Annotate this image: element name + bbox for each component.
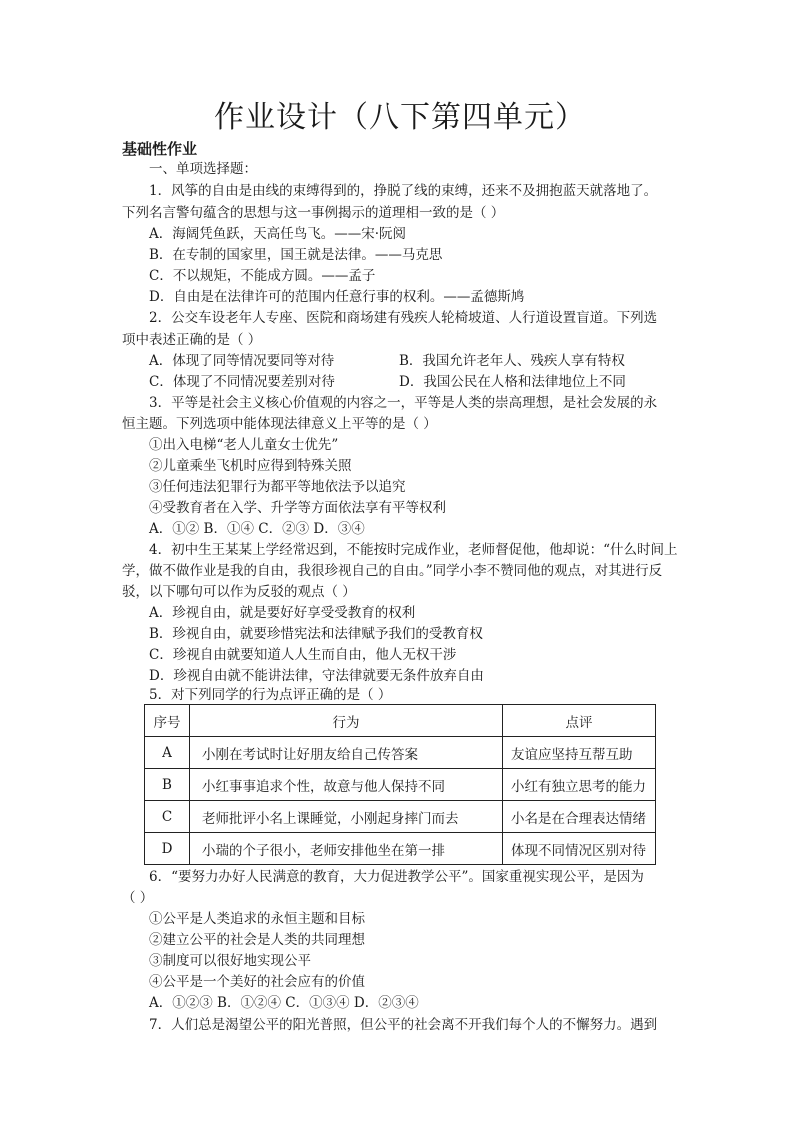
table-cell: 老师批评小名上课睡觉，小刚起身摔门而去 [190, 801, 503, 833]
q6-stem-line2: （ ） [122, 890, 154, 906]
table-row [145, 833, 656, 865]
q1-option-d: D．自由是在法律许可的范围内任意行事的权利。——孟德斯鸠 [149, 289, 525, 305]
table-row [145, 737, 656, 769]
table-cell: B [145, 769, 190, 801]
q6-item-4: ④公平是一个美好的社会应有的价值 [149, 974, 365, 990]
q2-option-d: D．我国公民在人格和法律地位上不同 [399, 374, 626, 390]
q3-item-3: ③任何违法犯罪行为都平等地依法予以追究 [149, 479, 406, 495]
q1-stem-line2: 下列名言警句蕴含的思想与这一事例揭示的道理相一致的是（ ） [122, 205, 505, 221]
q4-option-d: D．珍视自由就不能讲法律，守法律就要无条件放弃自由 [149, 668, 484, 684]
table-header-row [145, 705, 656, 737]
q3-item-1: ①出入电梯“老人儿童女士优先” [149, 437, 339, 453]
q3-stem-line2: 恒主题。下列选项中能体现法律意义上平等的是（ ） [122, 416, 437, 432]
q2-stem-line1: 2．公交车设老年人专座、医院和商场建有残疾人轮椅坡道、人行道设置盲道。下列选 [149, 310, 658, 326]
table-cell: 小红有独立思考的能力 [503, 769, 656, 801]
q1-option-a: A．海阔凭鱼跃，天高任鸟飞。——宋·阮阅 [149, 226, 407, 242]
q4-stem-line1: 4．初中生王某某上学经常迟到，不能按时完成作业，老师督促他，他却说：“什么时间上 [149, 542, 678, 558]
table-cell: A [145, 737, 190, 769]
q2-option-c: C．体现了不同情况要差别对待 [149, 374, 335, 390]
table-cell: 体现不同情况区别对待 [503, 833, 656, 865]
table-row [145, 801, 656, 833]
q6-item-2: ②建立公平的社会是人类的共同理想 [149, 932, 365, 948]
q2-stem-line2: 项中表述正确的是（ ） [122, 332, 262, 348]
q5-stem: 5．对下列同学的行为点评正确的是（ ） [149, 687, 392, 703]
q6-item-1: ①公平是人类追求的永恒主题和目标 [149, 911, 365, 927]
q6-item-3: ③制度可以很好地实现公平 [149, 953, 311, 969]
q5-table [144, 704, 656, 865]
table-header-cell: 点评 [503, 705, 656, 737]
q3-item-4: ④受教育者在入学、升学等方面依法享有平等权利 [149, 500, 446, 516]
q6-stem-line1: 6．“要努力办好人民满意的教育，大力促进教学公平”。国家重视实现公平，是因为 [149, 869, 644, 885]
table-header-cell: 序号 [145, 705, 190, 737]
q4-stem-line3: 驳，以下哪句可以作为反驳的观点（ ） [122, 584, 356, 600]
table-row [145, 769, 656, 801]
q1-option-c: C．不以规矩，不能成方圆。——孟子 [149, 268, 376, 284]
q3-item-2: ②儿童乘坐飞机时应得到特殊关照 [149, 458, 352, 474]
q4-option-b: B．珍视自由，就要珍惜宪法和法律赋予我们的受教育权 [149, 626, 483, 642]
q1-stem-line1: 1．风筝的自由是由线的束缚得到的，挣脱了线的束缚，还来不及拥抱蓝天就落地了。 [149, 183, 658, 199]
table-cell: 小名是在合理表达情绪 [503, 801, 656, 833]
q3-answers: A．①② B．①④ C．②③ D．③④ [149, 521, 365, 537]
q2-option-b: B．我国允许老年人、残疾人享有特权 [399, 353, 625, 369]
table-cell: 小红事事追求个性，故意与他人保持不同 [190, 769, 503, 801]
q4-option-a: A．珍视自由，就是要好好享受受教育的权利 [149, 605, 416, 621]
question-type-heading: 一、单项选择题： [149, 161, 257, 177]
q2-option-a: A．体现了同等情况要同等对待 [149, 353, 335, 369]
q4-stem-line2: 学，做不做作业是我的自由，我很珍视自己的自由。”同学小李不赞同他的观点，对其进行反 [122, 563, 663, 579]
table-cell: 小瑞的个子很小，老师安排他坐在第一排 [190, 833, 503, 865]
q6-answers: A．①②③ B．①②④ C．①③④ D．②③④ [149, 995, 419, 1011]
table-cell: C [145, 801, 190, 833]
table-cell: 小刚在考试时让好朋友给自己传答案 [190, 737, 503, 769]
table-cell: D [145, 833, 190, 865]
q7-stem-line1: 7．人们总是渴望公平的阳光普照，但公平的社会离不开我们每个人的不懈努力。遇到 [149, 1017, 658, 1033]
table-cell: 友谊应坚持互帮互助 [503, 737, 656, 769]
document-title: 作业设计（八下第四单元） [214, 100, 586, 135]
section-heading: 基础性作业 [122, 140, 198, 158]
table-header-cell: 行为 [190, 705, 503, 737]
q4-option-c: C．珍视自由就要知道人人生而自由，他人无权干涉 [149, 647, 457, 663]
q3-stem-line1: 3．平等是社会主义核心价值观的内容之一，平等是人类的崇高理想，是社会发展的永 [149, 395, 658, 411]
q1-option-b: B．在专制的国家里，国王就是法律。——马克思 [149, 247, 443, 263]
